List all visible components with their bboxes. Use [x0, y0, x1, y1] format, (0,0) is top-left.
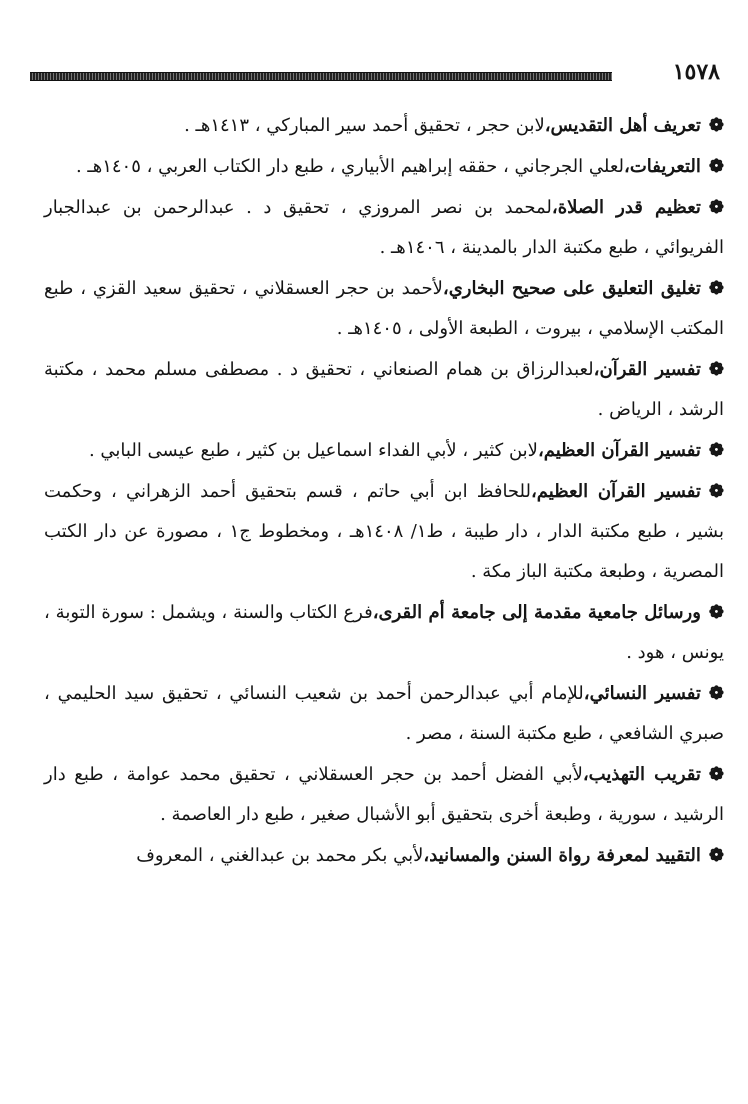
entry-marker-icon: ❁ — [708, 156, 724, 177]
entry-description: لأبي بكر محمد بن عبدالغني ، المعروف — [136, 845, 424, 866]
entry-title: التعريفات، — [624, 156, 701, 177]
bibliography-entry — [44, 431, 724, 471]
entry-marker-icon: ❁ — [708, 602, 724, 623]
entry-title: تغليق التعليق على صحيح البخاري، — [442, 278, 701, 299]
page-number: ١٥٧٨ — [672, 59, 720, 85]
entry-marker-icon: ❁ — [708, 278, 725, 299]
bibliography-entry — [44, 674, 724, 754]
entry-description: لأبي الفضل أحمد بن حجر العسقلاني ، تحقيق محمد عوامة ، طبع دار الرشيد ، سورية ، وطبعة أخرى بتحقيق أبو الأشبال صغير ، طبع دار العاصمة . — [44, 764, 724, 825]
entry-marker-icon: ❁ — [708, 764, 724, 785]
bibliography-entry — [44, 836, 724, 876]
bibliography-entry — [44, 147, 724, 187]
entry-description: لابن كثير ، لأبي الفداء اسماعيل بن كثير ، طبع عيسى البابي . — [88, 440, 538, 461]
entry-title: تفسير النسائي، — [583, 683, 701, 704]
bibliography-entry — [44, 350, 724, 430]
entry-marker-icon: ❁ — [708, 115, 724, 136]
bibliography-entry — [44, 472, 724, 592]
header-rule — [30, 72, 612, 81]
entry-description: لعلي الجرجاني ، حققه إبراهيم الأبياري ، طبع دار الكتاب العربي ، ١٤٠٥هـ . — [75, 156, 625, 177]
bibliography-entry — [44, 755, 724, 835]
bibliography-entry — [44, 269, 724, 349]
entry-title: تفسير القرآن العظيم، — [531, 481, 701, 502]
page-header — [30, 58, 720, 88]
entry-title: تعريف أهل التقديس، — [544, 115, 701, 136]
entry-description: لأحمد بن حجر العسقلاني ، تحقيق سعيد القزي ، طبع المكتب الإسلامي ، بيروت ، الطبعة الأولى ، ١٤٠٥هـ . — [44, 278, 724, 339]
entry-title: ورسائل جامعية مقدمة إلى جامعة أم القرى، — [372, 602, 701, 623]
entry-description: فرع الكتاب والسنة ، ويشمل : سورة التوبة ، يونس ، هود . — [44, 602, 724, 663]
entry-marker-icon: ❁ — [708, 481, 724, 502]
bibliography-entry — [44, 188, 724, 268]
entry-marker-icon: ❁ — [708, 359, 724, 380]
entry-marker-icon: ❁ — [708, 197, 724, 218]
entry-marker-icon: ❁ — [708, 845, 724, 866]
bibliography-list — [44, 106, 724, 877]
entry-title: التقييد لمعرفة رواة السنن والمسانيد، — [423, 845, 701, 866]
entry-description: للإمام أبي عبدالرحمن أحمد بن شعيب النسائي ، تحقيق سيد الحليمي ، صبري الشافعي ، طبع مكتبة السنة ، مصر . — [44, 683, 724, 744]
entry-description: لابن حجر ، تحقيق أحمد سير المباركي ، ١٤١٣هـ . — [184, 115, 545, 136]
bibliography-entry — [44, 593, 724, 673]
entry-description: لعبدالرزاق بن همام الصنعاني ، تحقيق د . مصطفى مسلم محمد ، مكتبة الرشد ، الرياض . — [44, 359, 724, 420]
bibliography-entry — [44, 106, 724, 146]
entry-title: تفسير القرآن، — [593, 359, 701, 380]
entry-title: تفسير القرآن العظيم، — [537, 440, 701, 461]
entry-marker-icon: ❁ — [708, 440, 724, 461]
entry-description: لمحمد بن نصر المروزي ، تحقيق د . عبدالرحمن بن عبدالجبار الفريوائي ، طبع مكتبة الدار بالمدينة ، ١٤٠٦هـ . — [44, 197, 724, 258]
entry-marker-icon: ❁ — [708, 683, 724, 704]
entry-title: تقريب التهذيب، — [582, 764, 701, 785]
entry-title: تعظيم قدر الصلاة، — [551, 197, 701, 218]
entry-description: للحافظ ابن أبي حاتم ، قسم بتحقيق أحمد الزهراني ، وحكمت بشير ، طبع مكتبة الدار ، دار طيبة ، ط١/ ١٤٠٨هـ ، ومخطوط ج١ ، مصورة عن دار الكتب المصرية ، وطبعة مكتبة الباز مكة . — [44, 481, 725, 582]
